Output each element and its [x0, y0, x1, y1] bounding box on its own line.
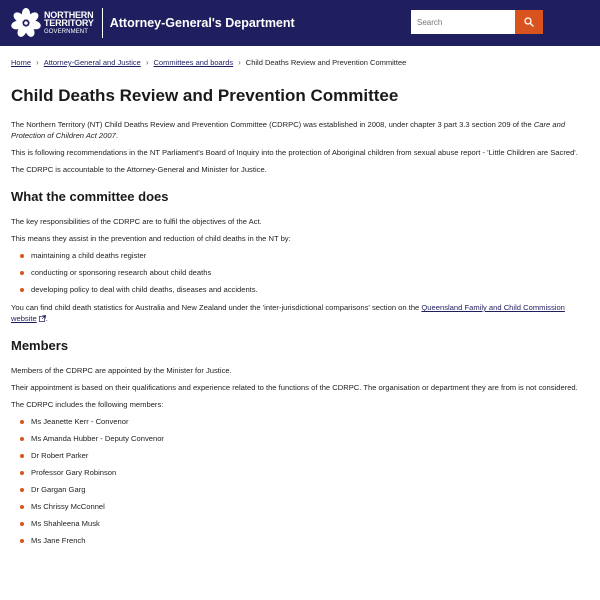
section-heading-committee: What the committee does: [11, 189, 169, 204]
breadcrumb-current: Child Deaths Review and Prevention Committee: [245, 58, 407, 67]
external-link-icon: [39, 315, 46, 322]
chevron-right-icon: ›: [36, 58, 39, 67]
intro-p1-end: .: [115, 131, 118, 140]
header-divider: [102, 8, 103, 38]
logo-wordmark: [44, 11, 94, 36]
search-bar: [411, 10, 543, 34]
logo-line-2: TERRITORY: [44, 17, 94, 28]
list-item: maintaining a child deaths register: [20, 250, 589, 261]
qfcc-link-text: Queensland Family and Child Commission website: [11, 303, 565, 323]
intro-paragraph-2: This is following recommendations in the NT Parliament's Board of Inquiry into the protection of Aboriginal children from sexual abuse report - 'Little Children are Sacred'.: [11, 148, 578, 157]
act-name: Care and Protection of Children Act 2007: [11, 120, 566, 140]
members-paragraph-1: Members of the CDRPC are appointed by the Minister for Justice.: [11, 366, 232, 375]
list-item: Ms Shahleena Musk: [20, 518, 589, 529]
list-item: Professor Gary Robinson: [20, 467, 589, 478]
members-paragraph-3: The CDRPC includes the following members:: [11, 400, 164, 409]
list-item: Ms Amanda Hubber - Deputy Convenor: [20, 433, 589, 444]
list-item: Dr Robert Parker: [20, 450, 589, 461]
breadcrumb-home[interactable]: Home: [11, 58, 32, 67]
list-item: Ms Jane French: [20, 535, 589, 546]
intro-paragraph-3: The CDRPC is accountable to the Attorney-General and Minister for Justice.: [11, 165, 267, 174]
list-item: Ms Jeanette Kerr - Convenor: [20, 416, 589, 427]
flower-logo-icon: [11, 8, 41, 38]
nt-government-logo[interactable]: [11, 8, 94, 38]
search-icon: [524, 17, 534, 27]
members-list: [11, 416, 589, 546]
logo-line-3: GOVERNMENT: [44, 28, 89, 35]
intro-p1-text: The Northern Territory (NT) Child Deaths Review and Prevention Committee (CDRPC) was established in 2008, under chapter 3 part 3.3 section 209 of the: [11, 120, 534, 129]
list-item: conducting or sponsoring research about child deaths: [20, 267, 589, 278]
main-content: [0, 58, 600, 546]
committee-paragraph-2: This means they assist in the prevention and reduction of child deaths in the NT by:: [11, 234, 291, 243]
members-paragraph-2: Their appointment is based on their qualifications and experience related to the functions of the CDRPC. The organisation or department they are from is not considered.: [11, 383, 578, 392]
search-button[interactable]: [515, 10, 543, 34]
breadcrumb: [11, 58, 589, 67]
section-heading-members: Members: [11, 338, 69, 353]
site-header: [0, 0, 600, 46]
responsibilities-list: [11, 250, 589, 295]
committee-paragraph-3: [11, 302, 589, 324]
statistics-text-end: .: [45, 314, 48, 323]
list-item: Dr Gargan Garg: [20, 484, 589, 495]
logo-line-1: NORTHERN: [44, 9, 94, 20]
committee-paragraph-1: The key responsibilities of the CDRPC are to fulfil the objectives of the Act.: [11, 217, 262, 226]
search-input[interactable]: [411, 10, 515, 34]
page-title: Child Deaths Review and Prevention Committee: [11, 86, 399, 105]
breadcrumb-committees[interactable]: Committees and boards: [153, 58, 234, 67]
intro-paragraph-1: [11, 119, 589, 141]
list-item: developing policy to deal with child deaths, diseases and accidents.: [20, 284, 589, 295]
breadcrumb-attorney-general[interactable]: Attorney-General and Justice: [43, 58, 141, 67]
list-item: Ms Chrissy McConnel: [20, 501, 589, 512]
chevron-right-icon: ›: [145, 58, 149, 67]
chevron-right-icon: ›: [238, 58, 241, 67]
department-name[interactable]: Attorney-General's Department: [109, 16, 295, 30]
statistics-text: You can find child death statistics for Australia and New Zealand under the 'inter-jurisdictional comparisons' section on the: [11, 303, 422, 312]
